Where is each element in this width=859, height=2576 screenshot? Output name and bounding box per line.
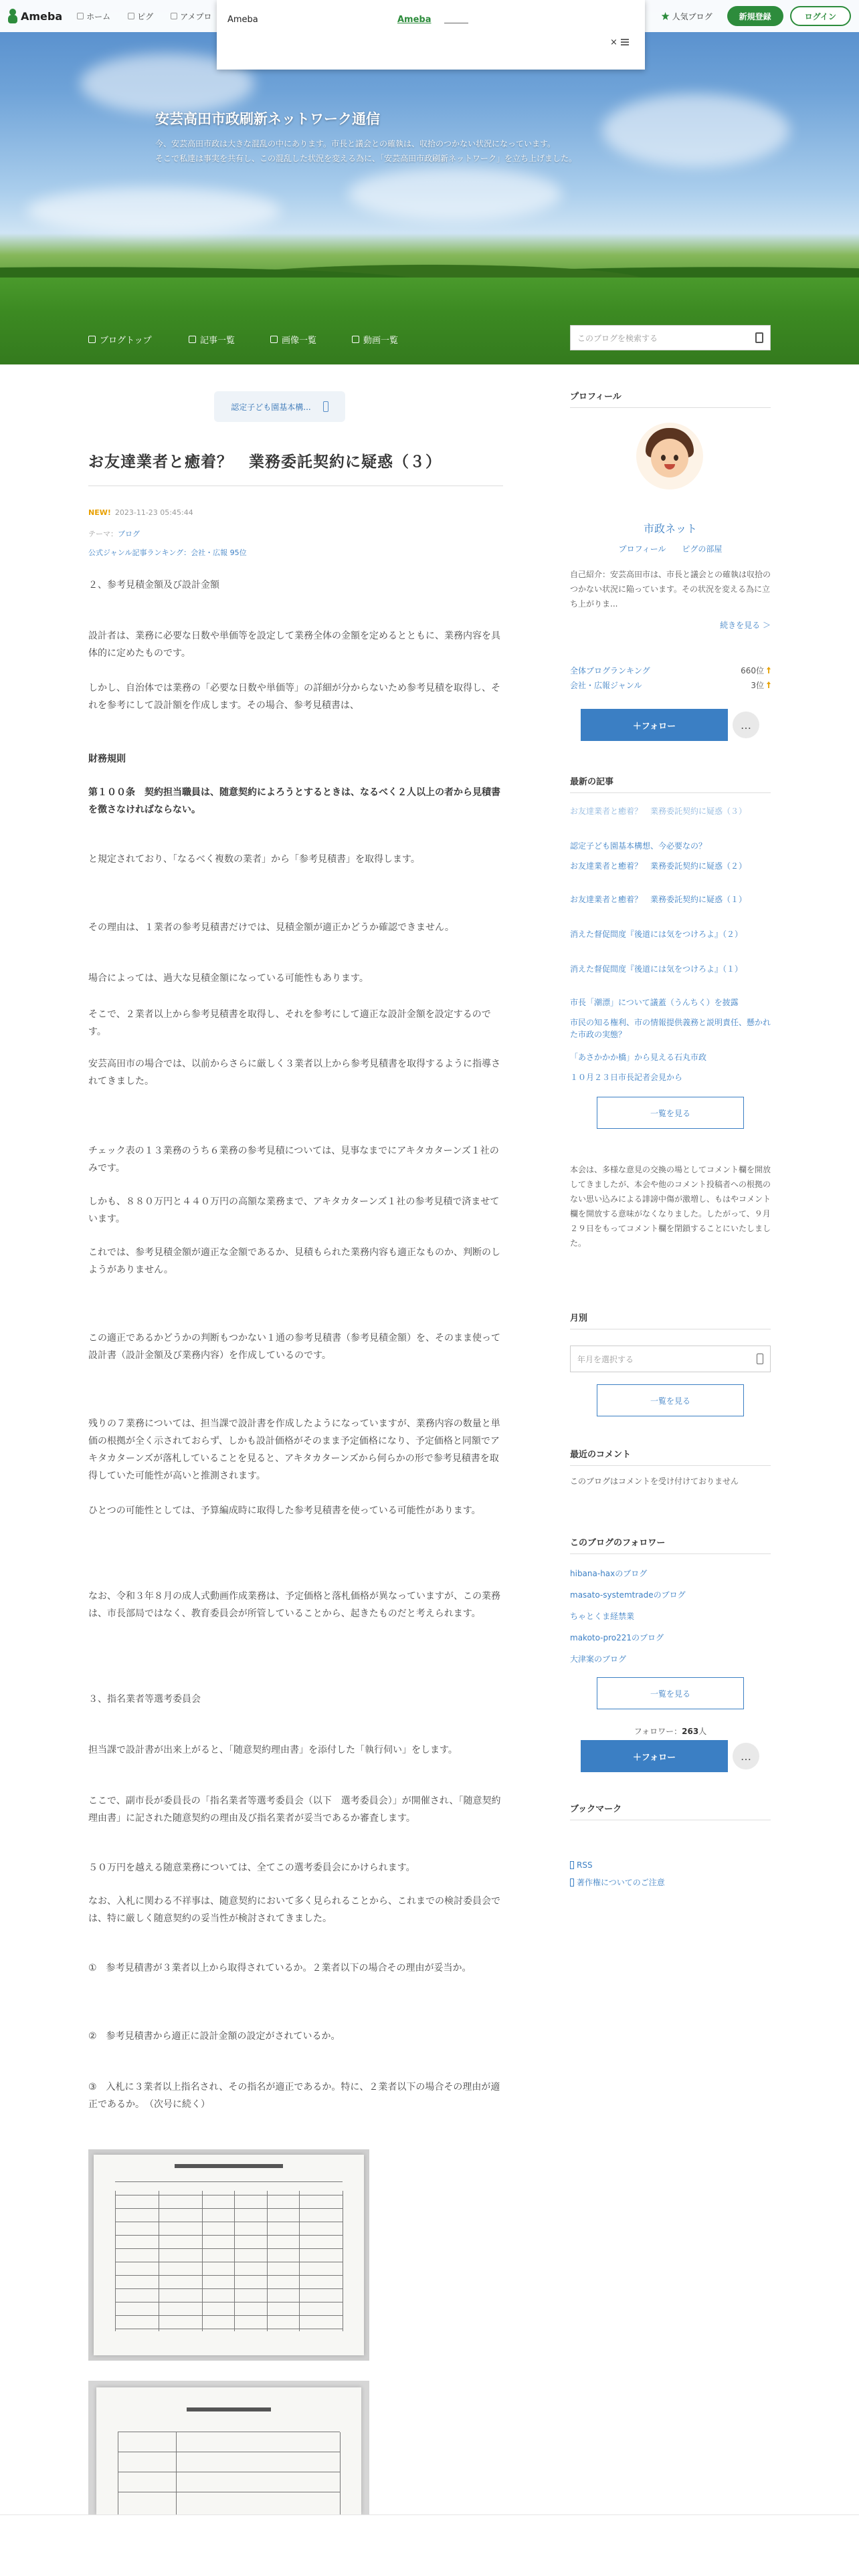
follower-link[interactable]: masato-systemtradeのブログ (570, 1590, 686, 1600)
document-sheet (94, 2155, 364, 2355)
comments-closed-note: このブログはコメントを受け付けておりません (570, 1477, 739, 1486)
genre-ranking: 会社・広報ジャンル 3位 (570, 679, 771, 691)
recent-post-link[interactable]: １０月２３日市長記者会見から (570, 1073, 683, 1082)
paragraph: なお、令和３年８月の成人式動画作成業務は、予定価格と落札価格が異なっていますが、この業務は、市長部局ではなく、教育委員会が所管していることから、起きたものだと考えられます。 (88, 1591, 500, 1619)
follower-count: フォロワー：263人 (634, 1727, 707, 1736)
recent-post-link[interactable]: 消えた督促間度『後道には気をつけろよ』（２） (570, 930, 743, 939)
monthly-heading: 月別 (570, 1311, 771, 1329)
chevron-right-icon (323, 401, 328, 412)
footer-divider (0, 2514, 859, 2515)
menu-icon[interactable] (621, 39, 629, 45)
paragraph: ２、参考見積金額及び設計金額 (88, 580, 219, 591)
document-sheet (96, 2387, 361, 2514)
top-nav (77, 11, 229, 22)
follower-link[interactable]: makoto-pro221のブログ (570, 1633, 664, 1642)
follower-link[interactable]: hibana-haxのブログ (570, 1569, 648, 1578)
paragraph: ここで、副市長が委員長の「指名業者等選考委員会（以下 選考委員会）」が開催され、「随意契約理由書」に記された随意契約の理由及び指名業者が妥当であるか審査します。 (88, 1796, 501, 1824)
pigg-room-link[interactable]: ピグの部屋 (682, 544, 723, 554)
followers-heading: このブログのフォロワー (570, 1535, 771, 1554)
top-nav-amepro[interactable]: アメプロ (171, 11, 211, 22)
paragraph: ５０万円を越える随意業務については、全てこの選考委員会にかけられます。 (88, 1862, 415, 1873)
paragraph: しかし、自治体では業務の「必要な日数や単価等」の詳細が分からないため参考見積を取得し、それを参考にして設計額を作成します。その場合、参考見積書は、 (88, 683, 500, 711)
rss-link[interactable]: RSS (570, 1860, 593, 1870)
entry-date-row (88, 508, 193, 517)
nav-entry-list[interactable]: 記事一覧 (189, 333, 235, 346)
document-photo[interactable] (88, 2381, 369, 2514)
nav-blog-top[interactable]: ブログトップ (88, 333, 152, 346)
entry-title[interactable]: お友達業者と癒着？ 業務委託契約に疑惑（３） (88, 453, 442, 471)
paragraph: ② 参考見積書から適正に設計金額の設定がされているか。 (88, 2031, 341, 2042)
paragraph: なお、入札に関わる不祥事は、随意契約において多く見られることから、これまでの検討委員会では、特に厳しく随意契約の妥当性が検討されてきました。 (88, 1896, 500, 1924)
paragraph-heading: ３、指名業者等選考委員会 (88, 1694, 201, 1705)
rss-icon (570, 1861, 574, 1869)
recent-posts-list-button[interactable]: 一覧を見る (597, 1097, 744, 1129)
related-entry-pill[interactable]: 認定子ども園基本構... (214, 391, 345, 422)
profile-links (570, 543, 771, 554)
ameba-logo-icon (8, 9, 17, 23)
blog-search-input[interactable]: このブログを検索する (570, 325, 771, 350)
top-bar-actions (662, 6, 851, 26)
blog-title[interactable]: 安芸高田市政刷新ネットワーク通信 (155, 111, 380, 127)
blog-icon (88, 336, 96, 343)
follower-link[interactable]: ちゃとくま経禁業 (570, 1612, 635, 1621)
popular-blog-link[interactable]: 人気ブログ (662, 11, 712, 22)
followers-list-button[interactable]: 一覧を見る (597, 1677, 744, 1709)
paragraph: ③ 入札に３業者以上指名され、その指名が適正であるか。特に、２業者以下の場合その理由が適正であるか。 （次号に続く） (88, 2082, 500, 2110)
amepro-icon (171, 13, 177, 19)
profile-link[interactable]: プロフィール (618, 544, 666, 554)
blog-description: 今、安芸高田市政は大きな混乱の中にあります。市長と議会との確執は、収拾のつかない状況になっています。 そこで私達は事実を共有し、この混乱した状況を変える為に、「安芸高田市政刷新ネットワーク」を立ち上げました。 (155, 139, 577, 163)
popup-label: Ameba (227, 15, 258, 25)
search-icon[interactable] (755, 332, 763, 343)
paragraph: この適正であるかどうかの判断もつかない１通の参考見積書（参考見積金額）を、そのまま使って設計書（設計金額及び業務内容）を作成しているのです。 (88, 1333, 500, 1361)
paragraph: しかも、８８０万円と４４０万円の高額な業務まで、アキタカターンズ１社の参考見積で済ませています。 (88, 1196, 500, 1224)
follow-button-bottom[interactable]: ＋フォロー (581, 1740, 728, 1772)
paragraph-heading: 財務規則 (88, 754, 126, 764)
paragraph: ① 参考見積書が３業者以上から取得されているか。２業者以下の場合その理由が妥当か。 (88, 1963, 472, 1973)
document-photo[interactable] (88, 2149, 369, 2361)
rank-up-icon (767, 681, 771, 688)
tree-line (0, 249, 859, 281)
ad-popup (217, 0, 645, 70)
image-icon (270, 336, 278, 343)
follower-link[interactable]: 大津案のブログ (570, 1654, 627, 1664)
monthly-list-button[interactable]: 一覧を見る (597, 1384, 744, 1416)
close-icon[interactable]: × (610, 37, 617, 47)
comment-policy-note: 本会は、多様な意見の交換の場としてコメント欄を開放してきましたが、本会や他のコメント投稿者への根拠のない思い込みによる誹謗中傷が激増し、もはやコメント欄を開放する意味がなくなりました。したがって、９月２９日をもってコメント欄を閉鎖することにいたしました。 (570, 1165, 771, 1248)
follow-button[interactable]: ＋フォロー (581, 709, 728, 741)
paragraph: と規定されており、「なるべく複数の業者」から「参考見積書」を取得します。 (88, 854, 420, 865)
paragraph: チェック表の１３業務のうち６業務の参考見積については、見事なまでにアキタカターンズ１社のみです。 (88, 1146, 499, 1174)
nav-video-list[interactable]: 動画一覧 (352, 333, 398, 346)
genre-ranking-link[interactable]: 会社・広報ジャンル (570, 681, 642, 690)
recent-post-link[interactable]: 「あさかかか橋」から見える石丸市政 (570, 1053, 707, 1062)
entry-ranking-row (88, 547, 247, 558)
top-nav-pigg[interactable]: ピグ (128, 11, 153, 22)
recent-comments-heading: 最近のコメント (570, 1447, 771, 1466)
ranking-value[interactable]: 会社・広報 95位 (191, 548, 247, 557)
entry-date: 2023-11-23 05:45:44 (114, 508, 193, 517)
month-select[interactable]: 年月を選択する (570, 1346, 771, 1372)
profile-name[interactable]: 市政ネット (643, 522, 697, 535)
rank-up-icon (767, 667, 771, 673)
paragraph: 残りの７業務については、担当課で設計書を作成したようになっていますが、業務内容の数量と単価の根拠が全く示されておらず、しかも設計価格がそのまま予定価格になり、予定価格と同額でアキタカターンズが落札していることを見ると、アキタカターンズから何らかの形で参考見積書を取得していた可能性が高いと推測されます。 (88, 1418, 500, 1481)
home-icon (77, 13, 84, 19)
recent-post-link[interactable]: 市長「潮漂」について議蓋（うんちく）を披露 (570, 998, 739, 1007)
login-button[interactable]: ログイン (790, 6, 851, 26)
register-button[interactable]: 新規登録 (727, 6, 783, 26)
recent-post-link[interactable]: 消えた督促間度『後道には気をつけろよ』（１） (570, 964, 743, 974)
chevron-down-icon (757, 1354, 763, 1364)
bookmark-heading: ブックマーク (570, 1802, 771, 1820)
profile-heading: プロフィール (570, 389, 771, 408)
overall-ranking: 全体ブログランキング 660位 (570, 665, 771, 676)
cloud (348, 167, 562, 221)
link-icon (570, 1879, 574, 1887)
pigg-icon (128, 13, 134, 19)
paragraph: 第１００条 契約担当職員は、随意契約によろうとするときは、なるべく２人以上の者から見積書を徴さなければならない。 (88, 787, 500, 815)
paragraph: 場合によっては、過大な見積金額になっている可能性もあります。 (88, 973, 369, 984)
paragraph: 担当課で設計書が出来上がると、「随意契約理由書」を添付した「執行伺い」をします。 (88, 1745, 458, 1755)
recent-posts-heading: 最新の記事 (570, 774, 771, 793)
ameba-logo[interactable]: Ameba (8, 9, 62, 23)
avatar[interactable] (636, 423, 703, 490)
recent-post-link[interactable]: お友達業者と癒着？ 業務委託契約に疑惑（２） (570, 861, 747, 871)
entry-theme-row: テーマ：ブログ (88, 530, 140, 538)
video-icon (352, 336, 359, 343)
paragraph: ひとつの可能性としては、予算編成時に取得した参考見積書を使っている可能性があります。 (88, 1505, 481, 1516)
nav-image-list[interactable]: 画像一覧 (270, 333, 316, 346)
theme-link[interactable]: ブログ (118, 530, 140, 538)
recent-post-link[interactable]: お友達業者と癒着？ 業務委託契約に疑惑（１） (570, 895, 747, 904)
new-badge: NEW! (88, 508, 111, 517)
profile-description: 自己紹介：安芸高田市は、市長と議会との確執は収拾のつかない状況に陥っています。その状況を変える為に立ち上がりま... (570, 570, 771, 609)
paragraph: 設計者は、業務に必要な日数や単価等を設定して業務全体の金額を定めるとともに、業務内容を具体的に定めたものです。 (88, 631, 500, 659)
paragraph: その理由は、１業者の参考見積書だけでは、見積金額が適正かどうか確認できません。 (88, 922, 454, 933)
copyright-notice-link[interactable]: 著作権についてのご注意 (570, 1876, 665, 1888)
top-nav-home[interactable]: ホーム (77, 11, 110, 22)
more-options-button[interactable]: … (733, 1743, 759, 1769)
recent-post-link[interactable]: 認定子ども園基本構想、今必要なの？ (570, 841, 707, 851)
profile-more-link[interactable]: 続きを見る ＞ (720, 621, 771, 630)
popup-link[interactable]: Ameba (397, 15, 432, 25)
overall-ranking-link[interactable]: 全体ブログランキング (570, 666, 650, 675)
paragraph: これでは、参考見積金額が適正な金額であるか、見積もられた業務内容も適正なものか、判断のしようがありません。 (88, 1247, 500, 1275)
cloud (27, 187, 281, 234)
recent-post-link[interactable]: 市民の知る権利、市の情報提供義務と説明責任、懸かれた市政の実態？ (570, 1018, 771, 1039)
recent-post-link[interactable]: お友達業者と癒着？ 業務委託契約に疑惑（３） (570, 807, 747, 816)
list-icon (189, 336, 196, 343)
paragraph: 安芸高田市の場合では、以前からさらに厳しく３業者以上から参考見積書を取得するように指導されてきました。 (88, 1059, 500, 1087)
crown-icon (662, 12, 670, 20)
ranking-link[interactable]: 公式ジャンル記事ランキング： (88, 548, 191, 557)
more-options-button[interactable]: … (733, 712, 759, 738)
paragraph: そこで、２業者以上から参考見積書を取得し、それを参考にして適正な設計金額を設定するのです。 (88, 1009, 491, 1037)
